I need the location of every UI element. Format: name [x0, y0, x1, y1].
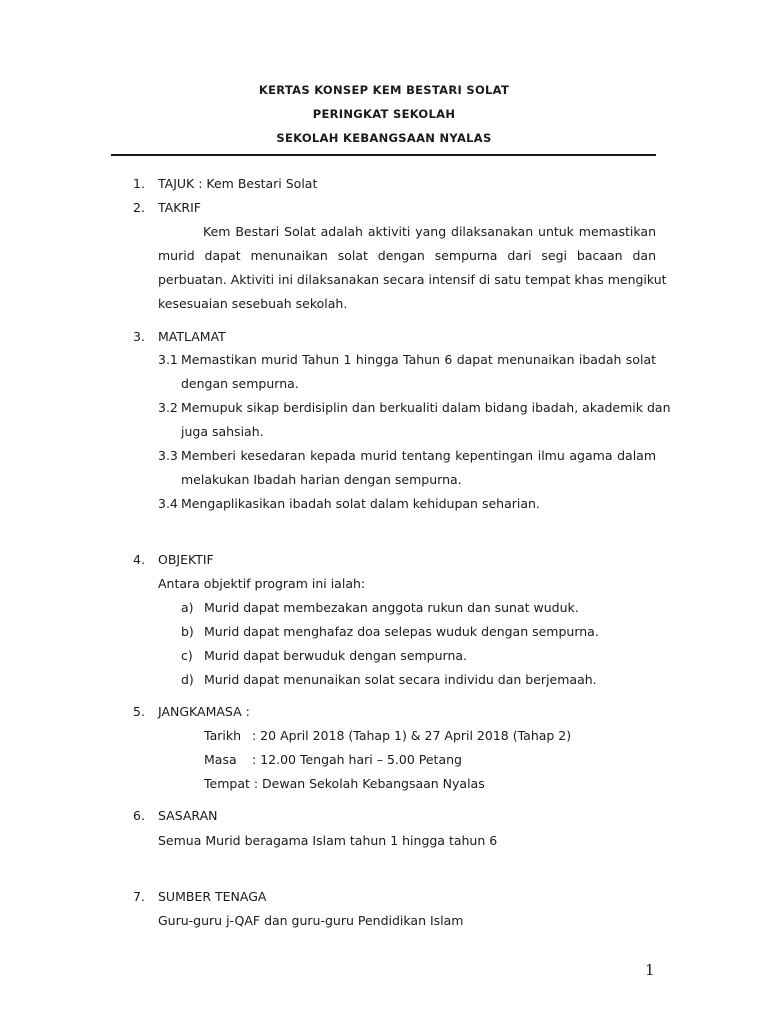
tarikh-value: : 20 April 2018 (Tahap 1) & 27 April 2018 (Tahap 2)	[252, 728, 572, 743]
takrif-line-3: perbuatan. Aktiviti ini dilaksanakan secara intensif di satu tempat khas mengikut	[158, 272, 667, 287]
matlamat-3-2-number: 3.2	[158, 400, 178, 415]
matlamat-3-1-line-2: dengan sempurna.	[181, 376, 299, 391]
objektif-d-text: Murid dapat menunaikan solat secara individu dan berjemaah.	[204, 672, 597, 687]
header-divider	[111, 154, 656, 156]
matlamat-3-3-number: 3.3	[158, 448, 178, 463]
objektif-intro: Antara objektif program ini ialah:	[158, 576, 366, 591]
objektif-b-text: Murid dapat menghafaz doa selepas wuduk dengan sempurna.	[204, 624, 599, 639]
takrif-line-2: murid dapat menunaikan solat dengan sempurna dari segi bacaan dan	[158, 248, 656, 263]
page-number: 1	[645, 961, 655, 979]
sasaran-text: Semua Murid beragama Islam tahun 1 hingga tahun 6	[158, 833, 498, 848]
document-subtitle: PERINGKAT SEKOLAH	[312, 107, 456, 121]
objektif-a-text: Murid dapat membezakan anggota rukun dan sunat wuduk.	[204, 600, 579, 615]
tarikh-label: Tarikh	[204, 728, 241, 743]
document-title: KERTAS KONSEP KEM BESTARI SOLAT	[258, 83, 510, 97]
matlamat-3-1-line-1: Memastikan murid Tahun 1 hingga Tahun 6 dapat menunaikan ibadah solat	[181, 352, 656, 367]
section-6-heading: SASARAN	[158, 808, 218, 823]
masa-label: Masa	[204, 752, 237, 767]
section-2-heading: TAKRIF	[158, 200, 201, 215]
section-5-heading: JANGKAMASA :	[158, 704, 250, 719]
section-1-number: 1.	[133, 176, 145, 191]
section-3-heading: MATLAMAT	[158, 329, 226, 344]
section-2-number: 2.	[133, 200, 145, 215]
masa-value: : 12.00 Tengah hari – 5.00 Petang	[252, 752, 462, 767]
section-6-number: 6.	[133, 808, 145, 823]
objektif-a-letter: a)	[181, 600, 194, 615]
takrif-line-4: kesesuaian sesebuah sekolah.	[158, 296, 348, 311]
matlamat-3-2-line-2: juga sahsiah.	[181, 424, 264, 439]
objektif-b-letter: b)	[181, 624, 194, 639]
matlamat-3-3-line-1: Memberi kesedaran kepada murid tentang kepentingan ilmu agama dalam	[181, 448, 656, 463]
section-4-heading: OBJEKTIF	[158, 552, 214, 567]
matlamat-3-2-line-1: Memupuk sikap berdisiplin dan berkualiti dalam bidang ibadah, akademik dan	[181, 400, 671, 415]
section-7-heading: SUMBER TENAGA	[158, 889, 267, 904]
section-3-number: 3.	[133, 329, 145, 344]
sumber-tenaga-text: Guru-guru j-QAF dan guru-guru Pendidikan Islam	[158, 913, 464, 928]
section-4-number: 4.	[133, 552, 145, 567]
matlamat-3-4-line-1: Mengaplikasikan ibadah solat dalam kehidupan seharian.	[181, 496, 540, 511]
tempat-line: Tempat : Dewan Sekolah Kebangsaan Nyalas	[204, 776, 485, 791]
matlamat-3-1-number: 3.1	[158, 352, 178, 367]
objektif-d-letter: d)	[181, 672, 194, 687]
matlamat-3-3-line-2: melakukan Ibadah harian dengan sempurna.	[181, 472, 462, 487]
objektif-c-text: Murid dapat berwuduk dengan sempurna.	[204, 648, 468, 663]
section-1-heading: TAJUK : Kem Bestari Solat	[158, 176, 318, 191]
school-name: SEKOLAH KEBANGSAAN NYALAS	[276, 131, 492, 145]
section-7-number: 7.	[133, 889, 145, 904]
section-5-number: 5.	[133, 704, 145, 719]
takrif-line-1: Kem Bestari Solat adalah aktiviti yang dilaksanakan untuk memastikan	[203, 224, 656, 239]
objektif-c-letter: c)	[181, 648, 193, 663]
matlamat-3-4-number: 3.4	[158, 496, 178, 511]
